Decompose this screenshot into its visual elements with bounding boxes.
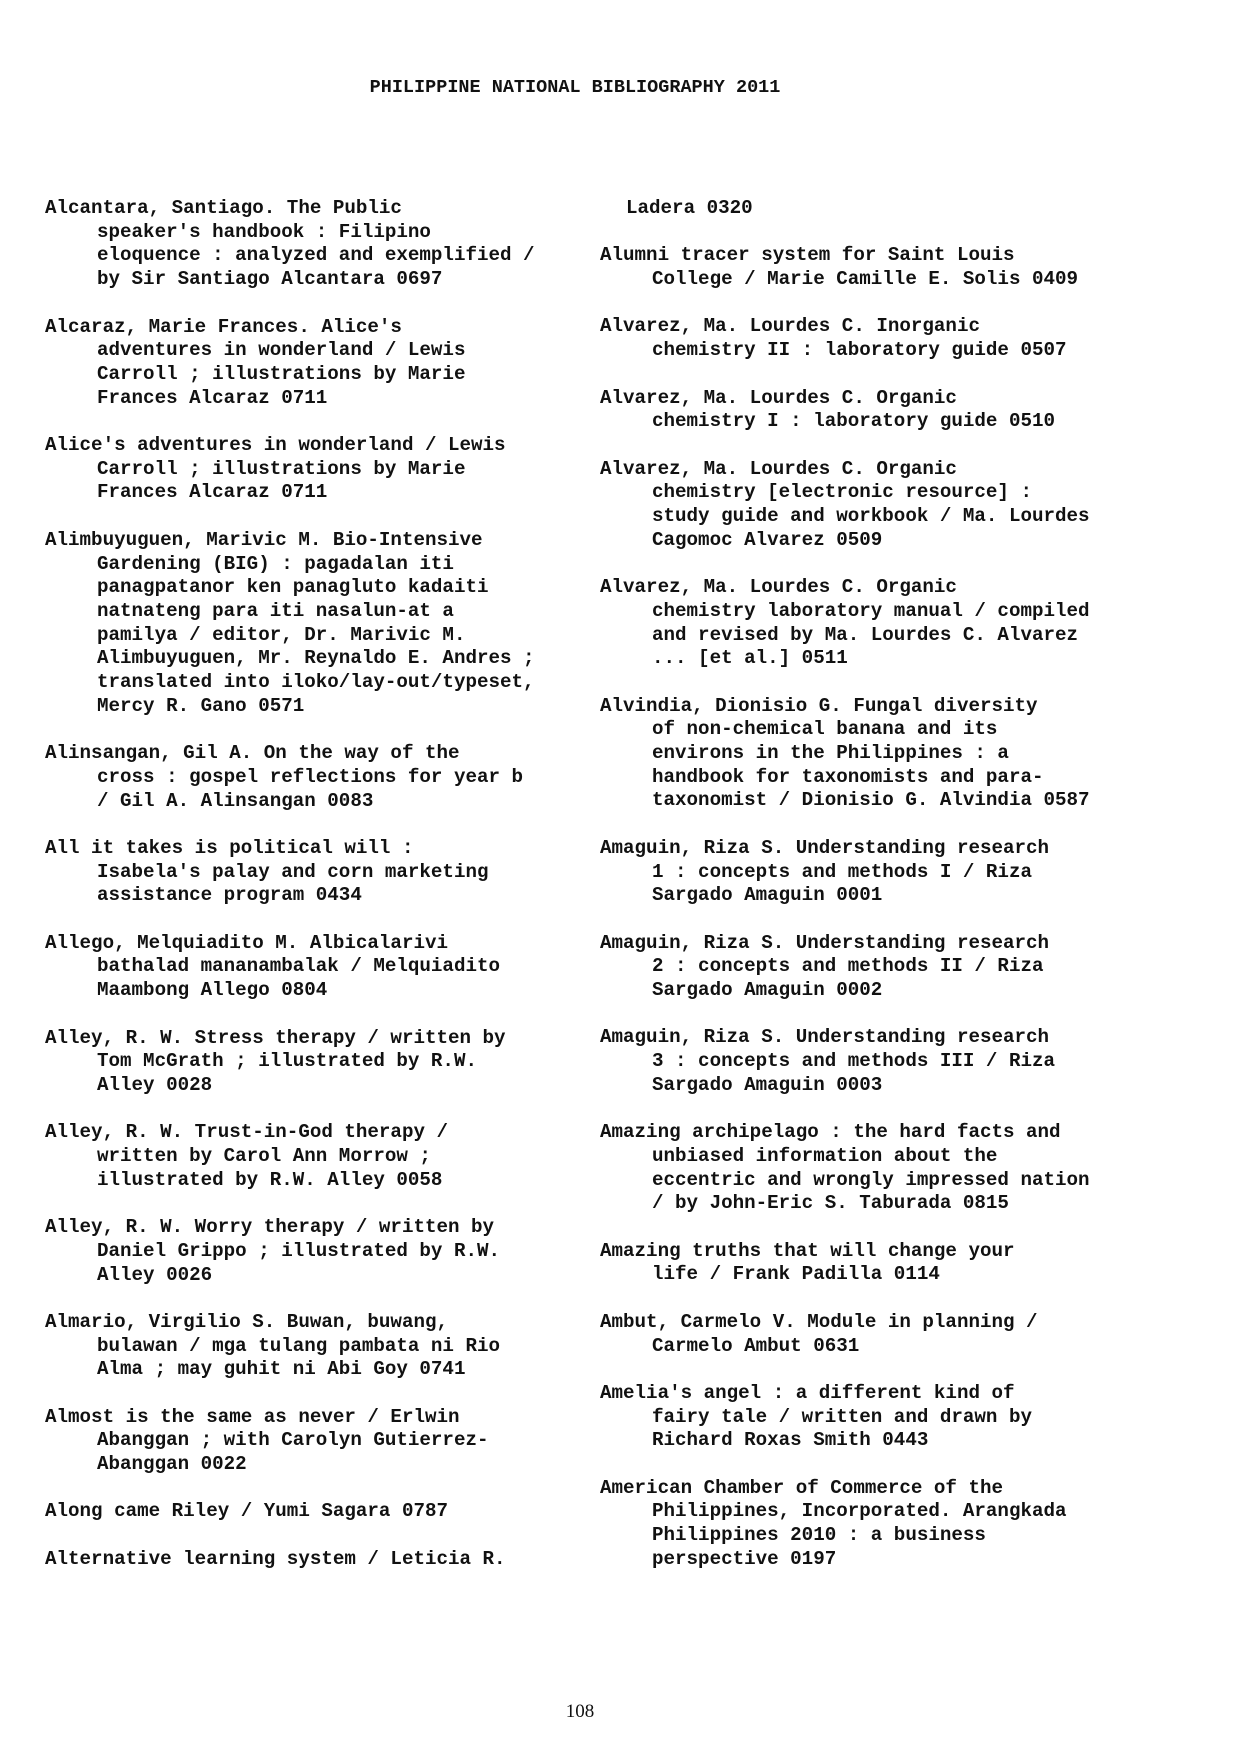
entry-line: handbook for taxonomists and para-: [652, 765, 1044, 788]
entry-line: Amaguin, Riza S. Understanding research: [600, 1026, 1050, 1049]
entry-line: Alcantara, Santiago. The Public: [45, 197, 402, 219]
entry-line: Cagomoc Alvarez 0509: [652, 528, 883, 551]
entry-line: Carmelo Ambut 0631: [652, 1334, 860, 1357]
entry-line: Alvarez, Ma. Lourdes C. Organic: [600, 386, 957, 409]
bibliography-entry: [45, 932, 565, 1003]
entry-line: Along came Riley / Yumi Sagara 0787: [45, 1500, 449, 1523]
entry-line: speaker's handbook : Filipino: [97, 220, 431, 243]
entry-line: Amelia's angel : a different kind of: [600, 1381, 1015, 1404]
entry-line: pamilya / editor, Dr. Marivic M.: [97, 623, 466, 646]
entry-line: Alumni tracer system for Saint Louis: [600, 244, 1015, 267]
entry-line: Frances Alcaraz 0711: [97, 481, 328, 504]
entry-line: Ambut, Carmelo V. Module in planning /: [600, 1310, 1038, 1333]
entry-line: natnateng para iti nasalun-at a: [97, 599, 454, 622]
entry-line: ... [et al.] 0511: [652, 647, 848, 670]
entry-line: Ladera 0320: [626, 197, 753, 219]
bibliography-entry: [600, 932, 1160, 1003]
bibliography-entry: [45, 742, 565, 813]
entry-line: eloquence : analyzed and exemplified /: [97, 244, 535, 267]
entry-line: American Chamber of Commerce of the: [600, 1476, 1004, 1499]
entry-line: Alimbuyuguen, Mr. Reynaldo E. Andres ;: [97, 647, 535, 670]
entry-line: Alinsangan, Gil A. On the way of the: [45, 742, 460, 765]
entry-line: Alley, R. W. Stress therapy / written by: [45, 1026, 506, 1049]
entry-line: of non-chemical banana and its: [652, 718, 998, 741]
entry-line: Alley 0028: [97, 1073, 213, 1096]
entry-line: Alley, R. W. Worry therapy / written by: [45, 1216, 495, 1239]
bibliography-entry: [600, 837, 1160, 908]
bibliography-entry: [45, 434, 565, 505]
entry-line: 2 : concepts and methods II / Riza: [652, 955, 1044, 978]
entry-line: 1 : concepts and methods I / Riza: [652, 860, 1032, 883]
entry-line: Alvindia, Dionisio G. Fungal diversity: [600, 694, 1038, 717]
entry-line: Abanggan 0022: [97, 1453, 247, 1476]
entry-line: life / Frank Padilla 0114: [652, 1263, 940, 1286]
entry-line: illustrated by R.W. Alley 0058: [97, 1168, 443, 1191]
entry-line: Abanggan ; with Carolyn Gutierrez-: [97, 1429, 489, 1452]
entry-line: Sargado Amaguin 0002: [652, 979, 883, 1002]
entry-line: All it takes is political will :: [45, 836, 414, 859]
bibliography-entry: [45, 1121, 565, 1192]
bibliography-entry: [45, 1216, 565, 1287]
entry-line: panagpatanor ken panagluto kadaiti: [97, 576, 489, 599]
entry-line: chemistry laboratory manual / compiled: [652, 599, 1090, 622]
entry-line: Almost is the same as never / Erlwin: [45, 1405, 460, 1428]
bibliography-entry: [600, 1311, 1160, 1358]
entry-line: Almario, Virgilio S. Buwan, buwang,: [45, 1310, 449, 1333]
entry-line: and revised by Ma. Lourdes C. Alvarez: [652, 623, 1079, 646]
entry-line: Alley, R. W. Trust-in-God therapy /: [45, 1121, 449, 1144]
entry-line: taxonomist / Dionisio G. Alvindia 0587: [652, 789, 1090, 812]
bibliography-entry: [45, 1500, 565, 1524]
entry-line: Alvarez, Ma. Lourdes C. Organic: [600, 457, 957, 480]
entry-line: bulawan / mga tulang pambata ni Rio: [97, 1334, 501, 1357]
entry-line: Gardening (BIG) : pagadalan iti: [97, 552, 454, 575]
entry-line: chemistry II : laboratory guide 0507: [652, 339, 1067, 362]
bibliography-entry: [45, 197, 565, 292]
entry-line: chemistry I : laboratory guide 0510: [652, 410, 1056, 433]
entry-line: by Sir Santiago Alcantara 0697: [97, 268, 443, 291]
page-number: 108: [565, 1701, 595, 1722]
bibliography-entry: [600, 458, 1160, 553]
entry-line: Daniel Grippo ; illustrated by R.W.: [97, 1239, 501, 1262]
entry-line: eccentric and wrongly impressed nation: [652, 1168, 1090, 1191]
bibliography-entry: [600, 244, 1160, 291]
bibliography-entry: [600, 1121, 1160, 1216]
entry-line: chemistry [electronic resource] :: [652, 481, 1032, 504]
entry-line: translated into iloko/lay-out/typeset,: [97, 671, 535, 694]
bibliography-entry: [600, 1026, 1160, 1097]
left-column: [45, 197, 565, 1595]
entry-line: Sargado Amaguin 0001: [652, 884, 883, 907]
entry-line: Amaguin, Riza S. Understanding research: [600, 836, 1050, 859]
bibliography-entry: [600, 1477, 1160, 1572]
entry-line: Alvarez, Ma. Lourdes C. Organic: [600, 576, 957, 599]
entry-line: environs in the Philippines : a: [652, 742, 1009, 765]
entry-line: Isabela's palay and corn marketing: [97, 860, 489, 883]
entry-line: Philippines, Incorporated. Arangkada: [652, 1500, 1067, 1523]
bibliography-entry: [600, 197, 1160, 221]
entry-line: Alcaraz, Marie Frances. Alice's: [45, 315, 402, 338]
entry-line: adventures in wonderland / Lewis: [97, 339, 466, 362]
entry-line: Carroll ; illustrations by Marie: [97, 362, 466, 385]
entry-line: Alvarez, Ma. Lourdes C. Inorganic: [600, 315, 980, 338]
entry-line: Alice's adventures in wonderland / Lewis: [45, 434, 506, 456]
entry-line: Alternative learning system / Leticia R.: [45, 1547, 506, 1570]
entry-line: / Gil A. Alinsangan 0083: [97, 789, 374, 812]
bibliography-entry: [600, 1382, 1160, 1453]
entry-line: Mercy R. Gano 0571: [97, 694, 305, 717]
entry-line: Amazing truths that will change your: [600, 1239, 1015, 1262]
page-title: PHILIPPINE NATIONAL BIBLIOGRAPHY 2011: [369, 77, 781, 98]
entry-line: / by John-Eric S. Taburada 0815: [652, 1192, 1009, 1215]
bibliography-entry: [45, 316, 565, 411]
entry-line: 3 : concepts and methods III / Riza: [652, 1050, 1056, 1073]
bibliography-entry: [600, 1240, 1160, 1287]
entry-line: Frances Alcaraz 0711: [97, 386, 328, 409]
bibliography-entry: [45, 837, 565, 908]
bibliography-entry: [600, 387, 1160, 434]
bibliography-entry: [45, 1311, 565, 1382]
bibliography-entry: [45, 1027, 565, 1098]
bibliography-entry: [45, 1548, 565, 1572]
entry-line: study guide and workbook / Ma. Lourdes: [652, 505, 1090, 528]
entry-line: Alley 0026: [97, 1263, 213, 1286]
entry-line: Sargado Amaguin 0003: [652, 1073, 883, 1096]
bibliography-entry: [45, 529, 565, 719]
entry-line: Amaguin, Riza S. Understanding research: [600, 931, 1050, 954]
bibliography-entry: [600, 576, 1160, 671]
entry-line: Philippines 2010 : a business: [652, 1524, 986, 1547]
entry-line: Maambong Allego 0804: [97, 979, 328, 1002]
entry-line: Carroll ; illustrations by Marie: [97, 457, 466, 480]
entry-line: cross : gospel reflections for year b: [97, 765, 524, 788]
entry-line: assistance program 0434: [97, 884, 362, 907]
right-column: [600, 197, 1160, 1595]
bibliography-entry: [600, 695, 1160, 814]
entry-line: Tom McGrath ; illustrated by R.W.: [97, 1050, 477, 1073]
entry-line: Alma ; may guhit ni Abi Goy 0741: [97, 1358, 466, 1381]
entry-line: Allego, Melquiadito M. Albicalarivi: [45, 931, 449, 954]
entry-line: fairy tale / written and drawn by: [652, 1405, 1032, 1428]
bibliography-entry: [600, 315, 1160, 362]
entry-line: unbiased information about the: [652, 1144, 998, 1167]
entry-line: Amazing archipelago : the hard facts and: [600, 1121, 1061, 1144]
entry-line: Richard Roxas Smith 0443: [652, 1429, 929, 1452]
entry-line: written by Carol Ann Morrow ;: [97, 1145, 431, 1167]
entry-line: perspective 0197: [652, 1547, 837, 1570]
entry-line: Alimbuyuguen, Marivic M. Bio-Intensive: [45, 528, 483, 551]
entry-line: College / Marie Camille E. Solis 0409: [652, 268, 1079, 291]
bibliography-entry: [45, 1406, 565, 1477]
entry-line: bathalad mananambalak / Melquiadito: [97, 955, 501, 978]
